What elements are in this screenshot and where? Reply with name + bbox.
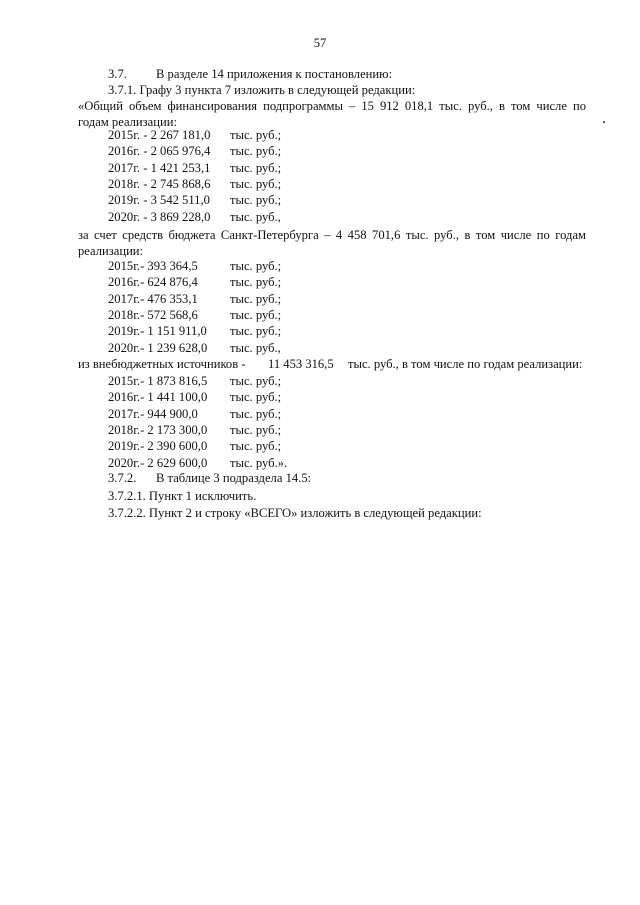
year-unit: тыс. руб.; [230, 128, 282, 142]
extrabudget-label: из внебюджетных источников - [78, 357, 246, 371]
paragraph-3-7-number: 3.7. [108, 67, 127, 81]
year-unit: тыс. руб.; [230, 390, 282, 405]
budget-line-1: за счет средств бюджета Санкт-Петербурга – 4 458 701,6 тыс. руб., в том числе по годам [78, 228, 586, 242]
year-row [108, 323, 282, 339]
year-row [108, 307, 282, 323]
paragraph-3-7 [108, 66, 392, 82]
year-row [108, 274, 282, 290]
year-amount: 2015г.- 1 873 816,5 [108, 374, 208, 388]
year-amount: 2016г.- 1 441 100,0 [108, 390, 208, 405]
year-unit: тыс. руб.; [230, 324, 282, 339]
year-row [108, 406, 282, 422]
paragraph-3-7-2-text: В таблице 3 подраздела 14.5: [156, 471, 312, 485]
year-row [108, 438, 282, 454]
paragraph-3-7-1: 3.7.1. Графу 3 пункта 7 изложить в следующей редакции: [108, 83, 416, 97]
year-unit: тыс. руб.; [230, 176, 282, 191]
scan-speck [603, 121, 605, 123]
year-amount: 2017г.- 476 353,1 [108, 291, 198, 306]
year-amount: 2018г.- 2 173 300,0 [108, 422, 208, 437]
year-amount: 2019г.- 1 151 911,0 [108, 324, 207, 339]
year-row [108, 291, 282, 307]
year-row [108, 143, 282, 159]
year-amount: 2020г.- 1 239 628,0 [108, 340, 208, 355]
year-amount: 2017г. - 1 421 253,1 [108, 160, 211, 175]
total-financing-line-2: годам реализации: [78, 115, 177, 129]
paragraph-3-7-2-number: 3.7.2. [108, 471, 137, 485]
year-row [108, 389, 282, 405]
year-amount: 2017г.- 944 900,0 [108, 406, 198, 421]
extrabudget-rest: тыс. руб., в том числе по годам реализации: [348, 357, 583, 371]
year-amount: 2015г. - 2 267 181,0 [108, 128, 211, 142]
year-unit: тыс. руб.; [230, 422, 282, 437]
year-row [108, 422, 282, 438]
year-unit: тыс. руб.; [230, 374, 282, 388]
year-row [108, 340, 281, 356]
year-amount: 2020г. - 3 869 228,0 [108, 209, 211, 224]
year-unit: тыс. руб.; [230, 439, 282, 454]
year-amount: 2018г.- 572 568,6 [108, 307, 198, 322]
year-amount: 2016г.- 624 876,4 [108, 275, 198, 290]
paragraph-3-7-2-2: 3.7.2.2. Пункт 2 и строку «ВСЕГО» изложить в следующей редакции: [108, 506, 482, 520]
year-amount: 2015г.- 393 364,5 [108, 259, 198, 273]
year-row [108, 176, 282, 192]
year-row [108, 455, 288, 471]
budget-line-2: реализации: [78, 244, 144, 258]
year-row [108, 127, 282, 143]
paragraph-3-7-2 [108, 470, 311, 486]
year-unit: тыс. руб., [230, 340, 281, 355]
year-unit: тыс. руб.; [230, 307, 282, 322]
year-unit: тыс. руб.; [230, 144, 282, 159]
page-number: 57 [313, 36, 327, 50]
extrabudget-line [78, 356, 586, 372]
year-unit: тыс. руб.; [230, 406, 282, 421]
paragraph-3-7-2-1: 3.7.2.1. Пункт 1 исключить. [108, 489, 257, 503]
year-unit: тыс. руб., [230, 209, 281, 224]
year-unit: тыс. руб.». [230, 455, 288, 470]
year-row [108, 192, 282, 208]
year-amount: 2016г. - 2 065 976,4 [108, 144, 211, 159]
year-unit: тыс. руб.; [230, 259, 282, 273]
year-unit: тыс. руб.; [230, 193, 282, 208]
year-row [108, 160, 282, 176]
year-row [108, 373, 282, 389]
year-unit: тыс. руб.; [230, 291, 282, 306]
year-amount: 2020г.- 2 629 600,0 [108, 455, 208, 470]
year-amount: 2019г.- 2 390 600,0 [108, 439, 208, 454]
extrabudget-amount: 11 453 316,5 [268, 357, 334, 371]
year-row [108, 258, 282, 274]
year-unit: тыс. руб.; [230, 160, 282, 175]
year-amount: 2019г. - 3 542 511,0 [108, 193, 210, 208]
paragraph-3-7-text: В разделе 14 приложения к постановлению: [156, 67, 393, 81]
year-row [108, 209, 281, 225]
year-unit: тыс. руб.; [230, 275, 282, 290]
year-amount: 2018г. - 2 745 868,6 [108, 176, 211, 191]
total-financing-line-1: «Общий объем финансирования подпрограммы – 15 912 018,1 тыс. руб., в том числе по [78, 99, 586, 113]
